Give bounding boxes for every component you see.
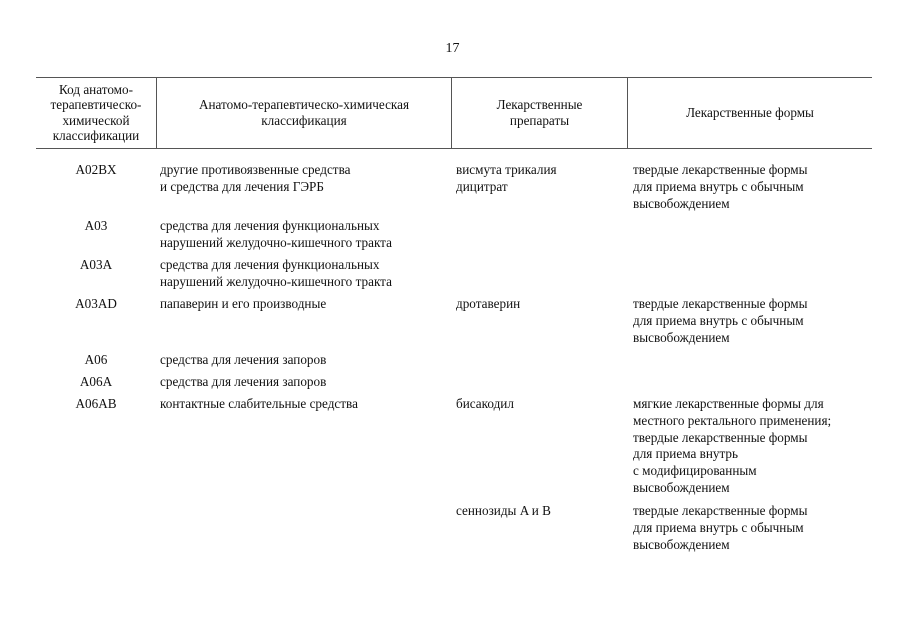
header-drugs: Лекарственные препараты — [496, 97, 583, 128]
header-atc-code: Код анатомо- терапевтическо- химической классификации — [50, 81, 142, 143]
dosage-form: твердые лекарственные формы для приема внутрь с обычным высвобождением — [633, 503, 808, 552]
atc-classification: контактные слабительные средства — [160, 396, 358, 411]
atc-classification: средства для лечения функциональных нарушений желудочно-кишечного тракта — [160, 218, 392, 250]
header-atc-classification: Анатомо-терапевтическо-химическая классификация — [198, 97, 410, 128]
table-header-rule — [36, 148, 872, 149]
drug-name: сеннозиды A и B — [456, 503, 551, 518]
atc-code: A02BX — [75, 162, 117, 177]
drug-name: дротаверин — [456, 296, 521, 311]
dosage-form: твердые лекарственные формы для приема внутрь с обычным высвобождением — [633, 162, 808, 211]
atc-classification: папаверин и его производные — [160, 296, 327, 311]
page-number: 17 — [445, 41, 460, 56]
atc-code: A06 — [84, 352, 108, 367]
dosage-form: твердые лекарственные формы для приема внутрь с обычным высвобождением — [633, 296, 808, 345]
atc-code: A06A — [79, 374, 113, 389]
atc-code: A03AD — [75, 296, 117, 311]
header-dosage-forms: Лекарственные формы — [686, 104, 814, 120]
atc-code: A03 — [84, 218, 108, 233]
atc-code: A06AB — [75, 396, 117, 411]
atc-classification: другие противоязвенные средства и средства для лечения ГЭРБ — [160, 162, 351, 194]
dosage-form: мягкие лекарственные формы для местного ректального применения; твердые лекарственные формы для приема внутрь с модифицированным высвобождением — [633, 396, 832, 495]
atc-classification: средства для лечения запоров — [160, 352, 327, 367]
atc-code: A03A — [79, 257, 113, 272]
drug-name: бисакодил — [456, 396, 514, 411]
atc-classification: средства для лечения функциональных нарушений желудочно-кишечного тракта — [160, 257, 392, 289]
atc-classification: средства для лечения запоров — [160, 374, 327, 389]
drug-name: висмута трикалия дицитрат — [456, 162, 557, 194]
